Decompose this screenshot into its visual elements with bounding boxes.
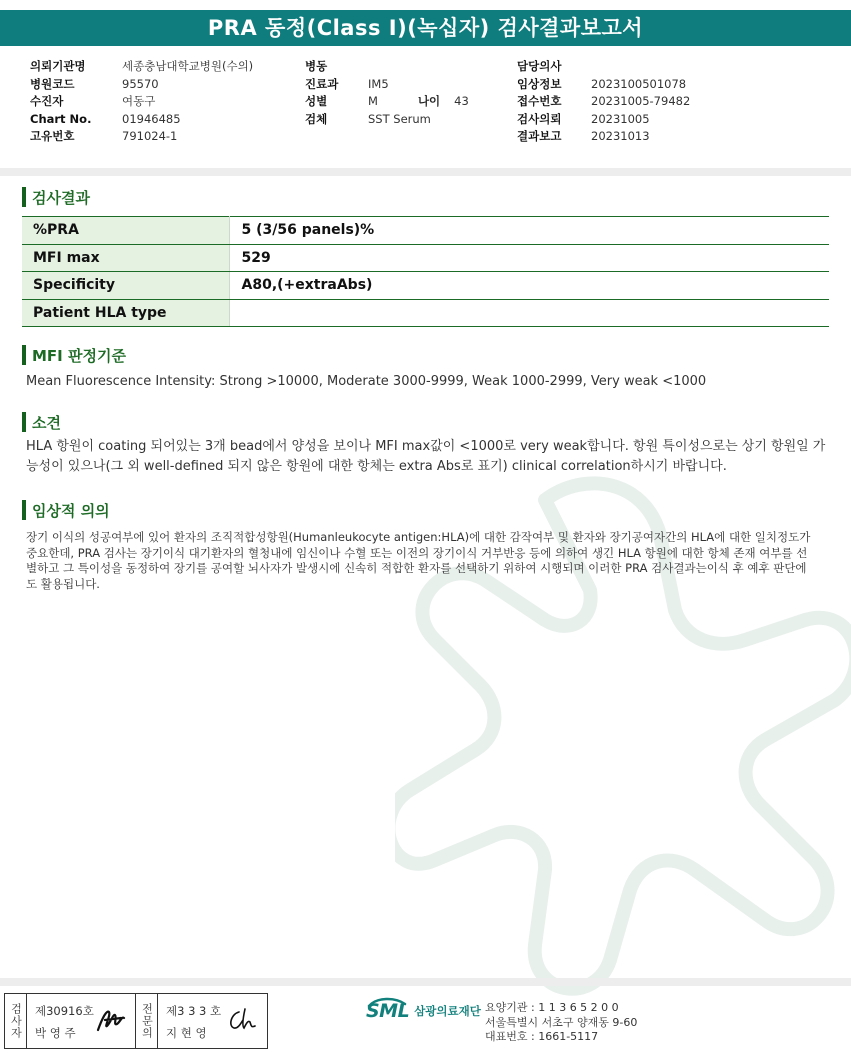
table-row [22, 272, 829, 300]
header-divider [0, 168, 851, 176]
mfi-heading [22, 345, 126, 365]
info-key: Chart No. [30, 111, 92, 126]
tester-signature-icon [95, 1006, 127, 1034]
clinical-heading-text: 임상적 의의 [32, 501, 110, 520]
mfi-criteria-text: Mean Fluorescence Intensity: Strong >10000, Moderate 3000-9999, Weak 1000-2999, Very weak <1000 [26, 374, 707, 389]
result-value: 529 [229, 244, 829, 272]
info-row [517, 76, 690, 94]
info-value: M [368, 94, 378, 109]
info-row [517, 111, 690, 129]
result-value: A80,(+extraAbs) [229, 272, 829, 300]
info-row [517, 58, 690, 76]
info-value: IM5 [368, 76, 389, 91]
tester-name: 박 영 주 [35, 1026, 76, 1040]
results-heading-text: 검사결과 [32, 188, 90, 207]
tester-cell [27, 994, 136, 1048]
result-label: Patient HLA type [22, 299, 229, 327]
footer-divider [0, 978, 851, 986]
info-key: 수진자 [30, 94, 64, 109]
info-key: 담당의사 [517, 59, 562, 73]
heading-bar [22, 500, 26, 520]
info-key: 의뢰기관명 [30, 59, 86, 73]
info-value: SST Serum [368, 111, 431, 126]
opinion-heading [22, 412, 61, 432]
info-row [30, 76, 253, 94]
opinion-heading-text: 소견 [32, 413, 61, 432]
heading-bar [22, 187, 26, 207]
clinical-text: 장기 이식의 성공여부에 있어 환자의 조직적합성항원(Humanleukocyte antigen:HLA)에 대한 감작여부 및 환자와 장기공여자간의 HLA에 대한 일치정도가 중요한데, PRA 검사는 장기이식 대기환자의 혈청내에 임신이나 수혈 또는 이전의 장기이식 거부반응 등에 의하여 생긴 HLA 항원에 대한 항체 존재 여부를 선별하고 그 특이성을 동정하여 장기를 공여할 뇌사자가 발생시에 신속히 적합한 환자를 선택하기 위하여 시행되며 이러한 PRA 검사결과는이식 후 예후 판단에도 활용됩니다. [26, 530, 811, 591]
org-logo [366, 1000, 481, 1022]
info-column-2 [305, 58, 469, 128]
results-table [22, 216, 829, 327]
info-value: 20231005-79482 [591, 94, 691, 109]
info-value: 20231005 [591, 111, 650, 126]
watermark-cross-logo [395, 440, 851, 1000]
age-value: 43 [454, 94, 469, 109]
info-row [305, 93, 469, 111]
info-key: 병원코드 [30, 76, 75, 91]
table-row [22, 244, 829, 272]
info-column-3 [517, 58, 690, 146]
doctor-cell [158, 994, 267, 1048]
contact-info [485, 1001, 637, 1045]
info-key: 검사의뢰 [517, 111, 562, 126]
info-row [305, 58, 469, 76]
contact-line: 서울특별시 서초구 양재동 9-60 [485, 1015, 638, 1029]
result-label: %PRA [22, 217, 229, 245]
mfi-heading-text: MFI 판정기준 [32, 346, 126, 365]
org-name: 삼광의료재단 [414, 1004, 481, 1018]
doctor-signature-icon [225, 1006, 259, 1034]
info-row [305, 76, 469, 94]
info-value: 2023100501078 [591, 76, 687, 91]
heading-bar [22, 412, 26, 432]
info-column-1 [30, 58, 253, 146]
info-value: 20231013 [591, 129, 650, 144]
info-row [30, 58, 253, 76]
info-value: 791024-1 [122, 129, 178, 144]
table-row [22, 217, 829, 245]
doctor-license: 제3 3 3 호 [166, 1004, 222, 1018]
report-title: PRA 동정(Class I)(녹십자) 검사결과보고서 [0, 10, 851, 46]
info-key: 병동 [305, 59, 328, 73]
info-key: 접수번호 [517, 94, 562, 109]
result-label: Specificity [22, 272, 229, 300]
result-value [229, 299, 829, 327]
info-row [30, 93, 253, 111]
info-value: 세종충남대학교병원(수의) [122, 59, 254, 73]
doctor-name: 지 현 영 [166, 1026, 207, 1040]
contact-line: 요양기관 : 1 1 3 6 5 2 0 0 [485, 1001, 619, 1014]
info-key: 검체 [305, 111, 328, 126]
info-row [517, 128, 690, 146]
info-key: 성별 [305, 94, 328, 109]
logo-arc-icon [367, 997, 407, 1007]
info-row [30, 128, 253, 146]
info-row [305, 111, 469, 129]
info-key: 임상정보 [517, 76, 562, 91]
result-label: MFI max [22, 244, 229, 272]
results-heading [22, 187, 90, 207]
info-key: 결과보고 [517, 129, 562, 144]
info-value: 여동구 [122, 94, 156, 109]
heading-bar [22, 345, 26, 365]
signature-box [4, 993, 268, 1049]
age-label: 나이 [417, 94, 441, 109]
info-row [517, 93, 690, 111]
info-value: 01946485 [122, 111, 181, 126]
result-value: 5 (3/56 panels)% [229, 217, 829, 245]
opinion-text: HLA 항원이 coating 되어있는 3개 bead에서 양성을 보이나 MFI max값이 <1000로 very weak합니다. 항원 특이성으로는 상기 항원일 가능성이 있으나(그 외 well-defined 되지 않은 항원에 대한 항체는 extra Abs로 표기) clinical correlation하시기 바랍니다. [26, 439, 826, 474]
info-row [30, 111, 253, 129]
info-value: 95570 [122, 76, 159, 91]
clinical-heading [22, 500, 110, 520]
info-key: 진료과 [305, 76, 339, 91]
doctor-label: 전문의 [136, 994, 158, 1048]
logo-text: SML [366, 1000, 410, 1022]
tester-label: 검사자 [5, 994, 27, 1048]
contact-line: 대표번호 : 1661-5117 [485, 1030, 599, 1043]
tester-license: 제30916호 [35, 1004, 94, 1018]
info-key: 고유번호 [30, 129, 75, 144]
table-row [22, 299, 829, 327]
